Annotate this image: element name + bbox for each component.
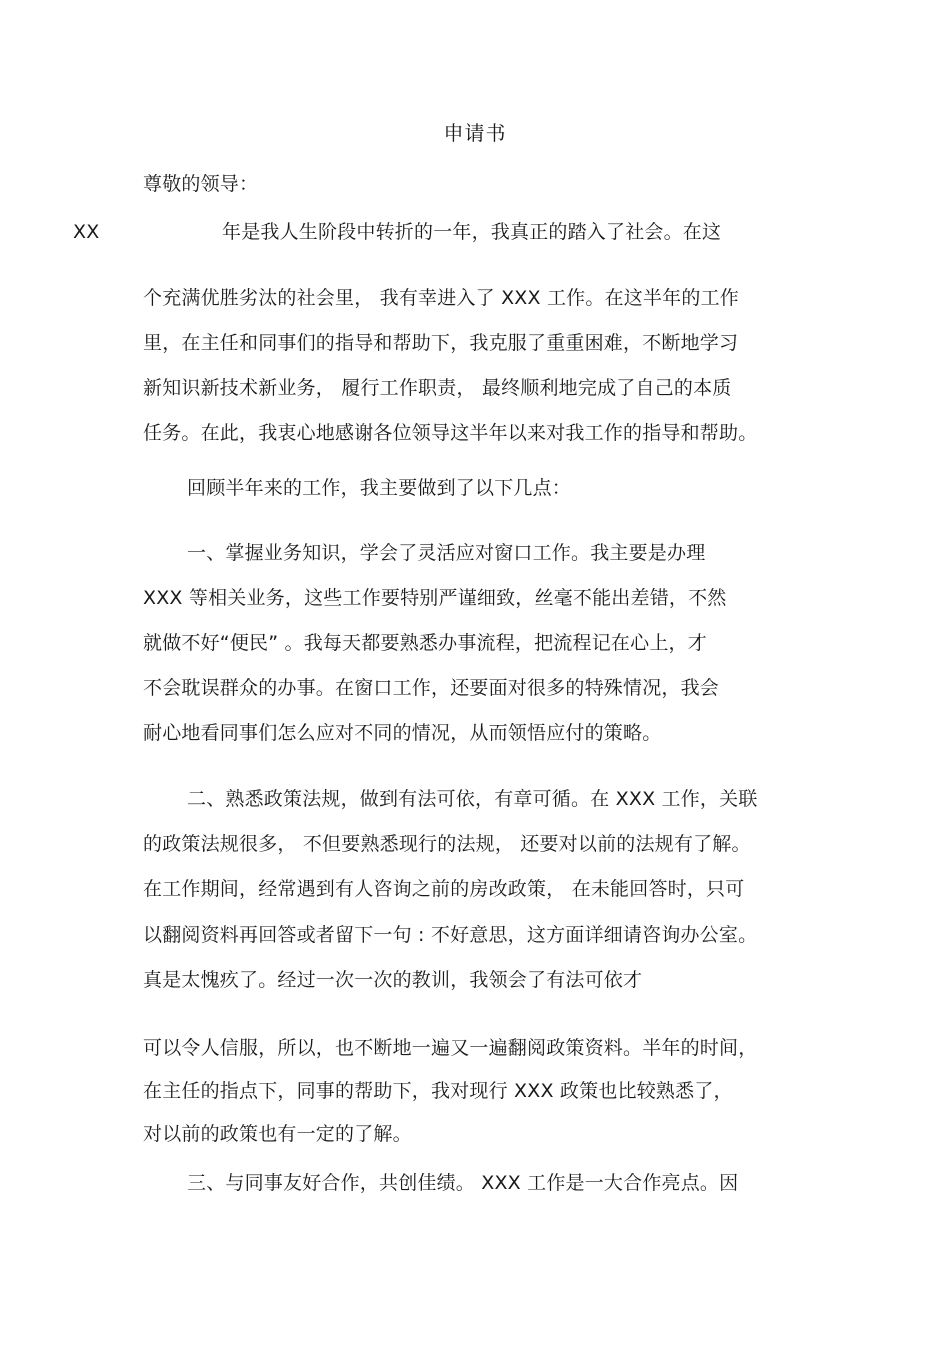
text-line: 三、与同事友好合作，共创佳绩。 XXX 工作是一大合作亮点。因 (187, 1172, 739, 1194)
salutation: 尊敬的领导： (143, 173, 259, 195)
text-line: 对以前的政策也有一定的了解。 (143, 1123, 412, 1145)
text-line: XXX 等相关业务，这些工作要特别严谨细致，丝毫不能出差错，不然 (143, 587, 727, 609)
text-line: 一、掌握业务知识，学会了灵活应对窗口工作。我主要是办理 (187, 542, 706, 564)
year-prefix: XX (73, 221, 100, 243)
text-line: 任务。在此，我衷心地感谢各位领导这半年以来对我工作的指导和帮助。 (143, 422, 758, 444)
text-line: 可以令人信服，所以，也不断地一遍又一遍翻阅政策资料。半年的时间， (143, 1037, 758, 1059)
text-line: 以翻阅资料再回答或者留下一句 : 不好意思，这方面详细请咨询办公室。 (143, 924, 758, 946)
text-line: 就做不好“便民” 。我每天都要熟悉办事流程，把流程记在心上，才 (143, 632, 707, 654)
text-line: 在主任的指点下，同事的帮助下，我对现行 XXX 政策也比较熟悉了， (143, 1080, 733, 1102)
text-line: 里，在主任和同事们的指导和帮助下，我克服了重重困难，不断地学习 (143, 332, 739, 354)
text-line: 在工作期间，经常遇到有人咨询之前的房改政策， 在未能回答时，只可 (143, 878, 745, 900)
text-line: 的政策法规很多， 不但要熟悉现行的法规， 还要对以前的法规有了解。 (143, 833, 751, 855)
text-line: 耐心地看同事们怎么应对不同的情况，从而领悟应付的策略。 (143, 722, 662, 744)
text-line: 不会耽误群众的办事。在窗口工作，还要面对很多的特殊情况，我会 (143, 677, 720, 699)
text-line: 年是我人生阶段中转折的一年，我真正的踏入了社会。在这 (222, 221, 722, 243)
text-line: 新知识新技术新业务， 履行工作职责， 最终顺利地完成了自己的本质 (143, 377, 732, 399)
document-title: 申请书 (443, 121, 507, 145)
text-line: 二、熟悉政策法规，做到有法可依，有章可循。在 XXX 工作，关联 (187, 788, 758, 810)
text-line: 个充满优胜劣汰的社会里， 我有幸进入了 XXX 工作。在这半年的工作 (143, 287, 739, 309)
text-line: 回顾半年来的工作，我主要做到了以下几点： (187, 477, 572, 499)
text-line: 真是太愧疚了。经过一次一次的教训，我领会了有法可依才 (143, 969, 643, 991)
